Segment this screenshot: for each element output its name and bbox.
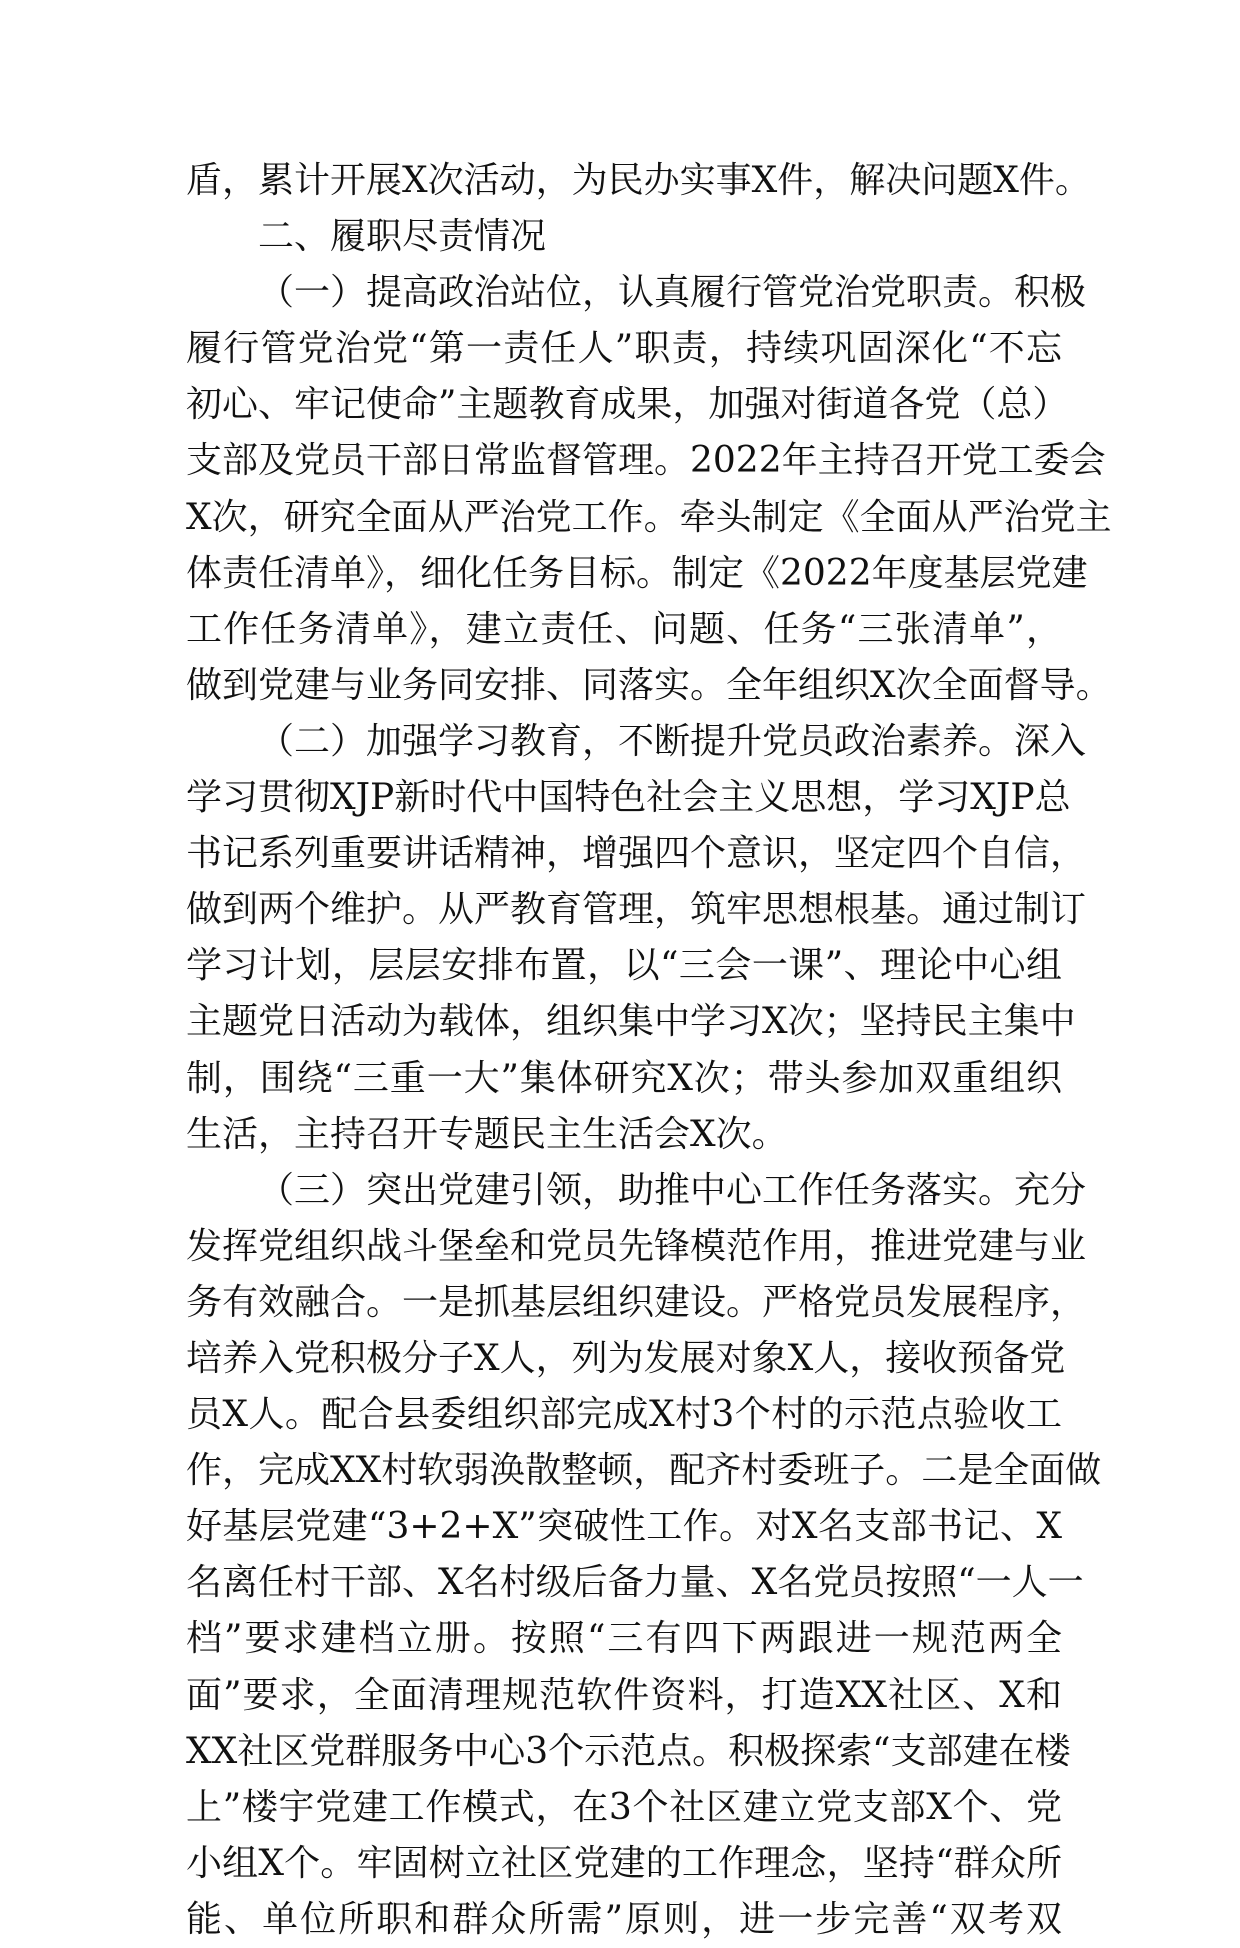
text-line: 能、单位所职和群众所需”原则，进一步完善“双考双 [186, 1898, 1062, 1940]
text-line: 档”要求建档立册。按照“三有四下两跟进一规范两全 [186, 1618, 1062, 1660]
section-heading: 二、履职尽责情况 [258, 216, 547, 258]
text-line: 支部及党员干部日常监督管理。2022年主持召开党工委会 [186, 440, 1106, 482]
text-line: 员X人。配合县委组织部完成X村3个村的示范点验收工 [186, 1394, 1062, 1436]
paragraph-first-line: （三）突出党建引领，助推中心工作任务落实。充分 [258, 1169, 1087, 1211]
text-line: 作，完成XX村软弱涣散整顿，配齐村委班子。二是全面做 [186, 1450, 1102, 1492]
text-line: 初心、牢记使命”主题教育成果，加强对街道各党（总） [186, 384, 1069, 426]
text-line: 名离任村干部、X名村级后备力量、X名党员按照“一人一 [186, 1562, 1084, 1604]
body-text [186, 153, 1112, 1948]
text-line: 培养入党积极分子X人，列为发展对象X人，接收预备党 [186, 1337, 1066, 1379]
text-line: 学习计划，层层安排布置，以“三会一课”、理论中心组 [186, 945, 1062, 987]
text-line: 务有效融合。一是抓基层组织建设。严格党员发展程序， [186, 1281, 1087, 1323]
text-line: 主题党日活动为载体，组织集中学习X次；坚持民主集中 [186, 1001, 1076, 1043]
text-line: 书记系列重要讲话精神，增强四个意识，坚定四个自信， [186, 833, 1087, 875]
text-line: 上”楼宇党建工作模式，在3个社区建立党支部X个、党 [186, 1786, 1062, 1828]
text-line: 制，围绕“三重一大”集体研究X次；带头参加双重组织 [186, 1057, 1062, 1099]
text-line: X次，研究全面从严治党工作。牵头制定《全面从严治党主 [186, 496, 1112, 538]
text-line: 做到两个维护。从严教育管理，筑牢思想根基。通过制订 [186, 889, 1087, 931]
text-line: 盾，累计开展X次活动，为民办实事X件，解决问题X件。 [186, 160, 1091, 201]
text-line: 发挥党组织战斗堡垒和党员先锋模范作用，推进党建与业 [186, 1225, 1087, 1267]
text-line: 履行管党治党“第一责任人”职责，持续巩固深化“不忘 [186, 328, 1062, 370]
text-line: XX社区党群服务中心3个示范点。积极探索“支部建在楼 [186, 1730, 1071, 1772]
text-line: 小组X个。牢固树立社区党建的工作理念，坚持“群众所 [186, 1842, 1062, 1884]
paragraph-last-line: 生活，主持召开专题民主生活会X次。 [186, 1113, 788, 1155]
text-line: 学习贯彻XJP新时代中国特色社会主义思想，学习XJP总 [186, 777, 1071, 819]
paragraph-first-line: （一）提高政治站位，认真履行管党治党职责。积极 [258, 272, 1087, 314]
paragraph-first-line: （二）加强学习教育，不断提升党员政治素养。深入 [258, 720, 1087, 762]
text-line: 工作任务清单》，建立责任、问题、任务“三张清单”， [186, 608, 1062, 650]
text-line: 做到党建与业务同安排、同落实。全年组织X次全面督导。 [186, 664, 1112, 706]
text-line: 好基层党建“3+2+X”突破性工作。对X名支部书记、X [186, 1506, 1062, 1548]
text-line: 面”要求，全面清理规范软件资料，打造XX社区、X和 [186, 1674, 1062, 1716]
text-line: 体责任清单》，细化任务目标。制定《2022年度基层党建 [186, 552, 1088, 594]
